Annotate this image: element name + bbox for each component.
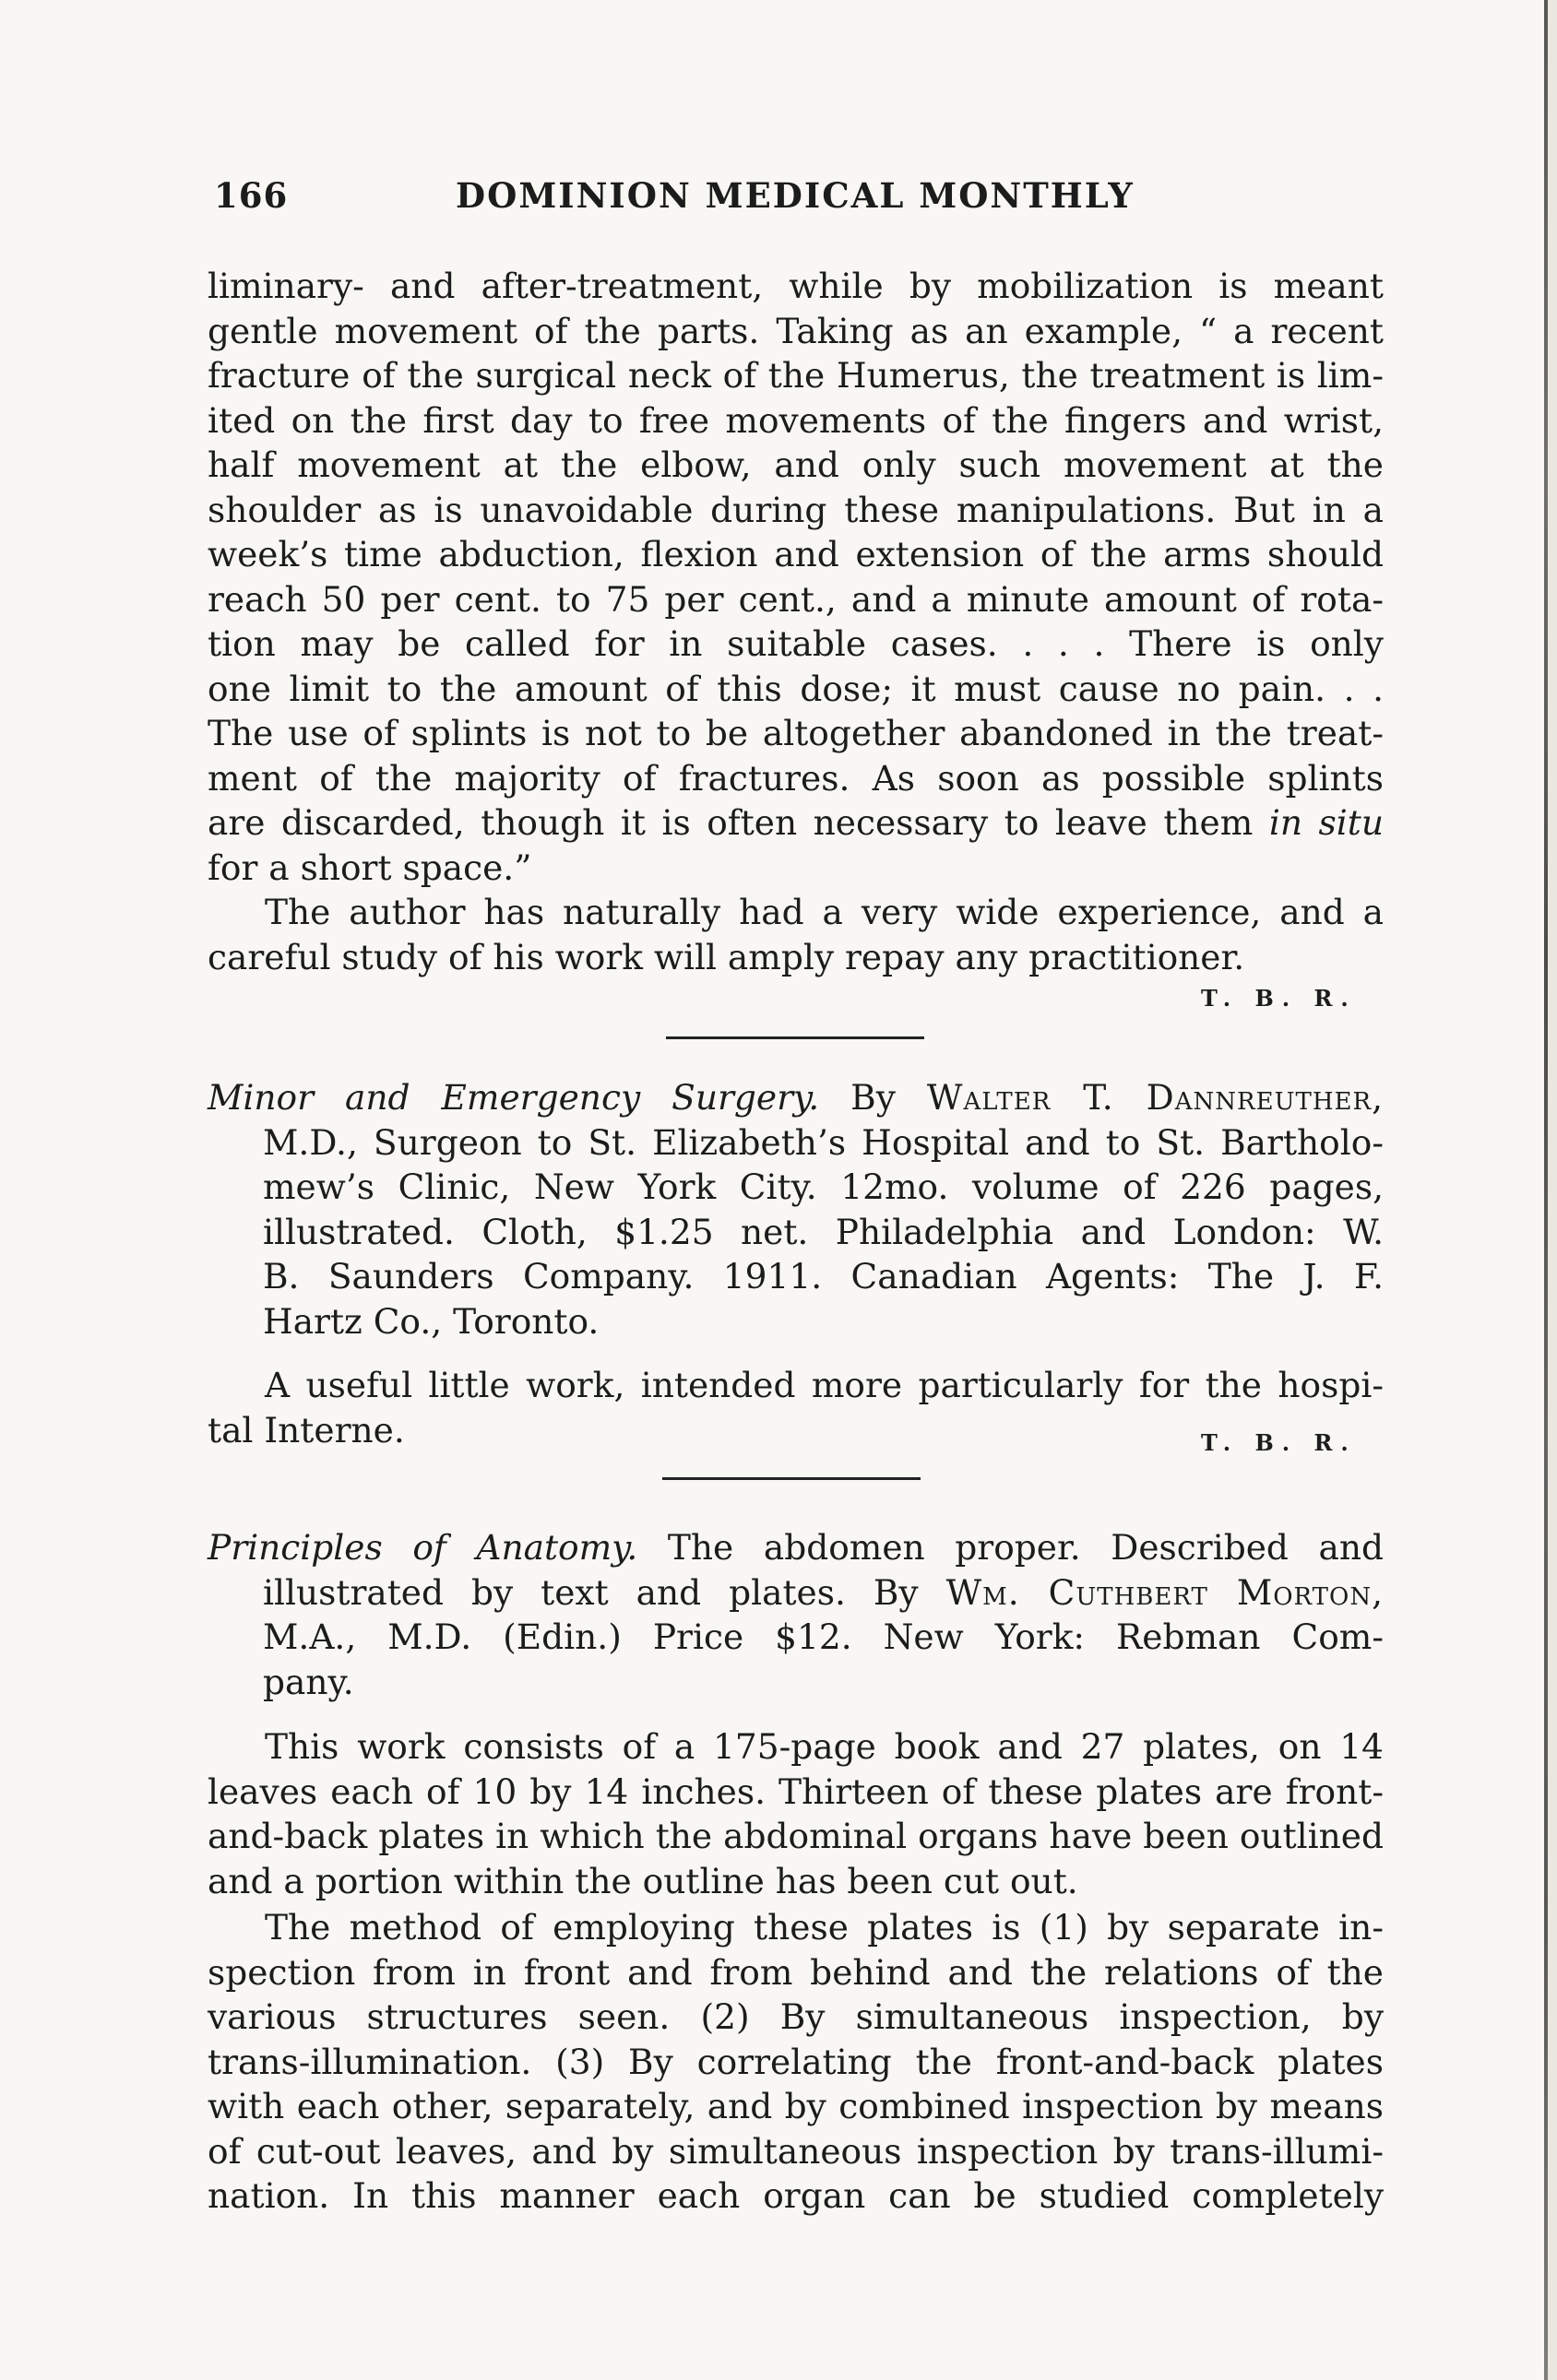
review-3-p2-line: of cut-out leaves, and by simultaneous inspection by trans-illumi- — [208, 2130, 1384, 2172]
review-2-citation-line: B. Saunders Company. 1911. Canadian Agents: The J. F. — [263, 1256, 1384, 1297]
review-1-line-with-italic — [208, 800, 1384, 846]
review-3-title-rest: The abdomen proper. Described and — [667, 1527, 1385, 1568]
review-3-title-line — [208, 1525, 1384, 1570]
review-2-citation-line: Hartz Co., Toronto. — [263, 1300, 600, 1342]
review-3-citation-line: M.A., M.D. (Edin.) Price $12. New York: Rebman Com- — [263, 1616, 1384, 1657]
review-1-closing-line: The author has naturally had a very wide experience, and a — [265, 892, 1384, 932]
review-2-title-line — [208, 1075, 1384, 1120]
review-3-p2-line: The method of employing these plates is (1) by separate in- — [265, 1907, 1384, 1948]
review-2-body-line: tal Interne. — [208, 1409, 405, 1450]
review-1-line: reach 50 per cent. to 75 per cent., and a minute amount of rota- — [208, 578, 1384, 620]
review-3-citation — [208, 1525, 1384, 1704]
review-1-line: liminary- and after-treatment, while by mobilization is meant — [208, 266, 1384, 306]
review-1-line: The use of splints is not to be altogether abandoned in the treat- — [208, 713, 1384, 753]
review-1-closing-line: careful study of his work will amply repay any practitioner. — [208, 936, 1245, 977]
review-1-line: one limit to the amount of this dose; it must cause no pain. . . — [208, 668, 1384, 709]
review-1-line: ment of the majority of fractures. As soon as possible splints — [208, 757, 1384, 799]
review-2-by: By — [850, 1077, 896, 1118]
review-3-p2-line: nation. In this manner each organ can be studied completely — [208, 2175, 1384, 2216]
review-1-line: tion may be called for in suitable cases. . . . There is only — [208, 623, 1384, 664]
section-divider — [666, 1036, 924, 1039]
review-3-paragraph-1 — [208, 1724, 1384, 1903]
review-3-book-title: Principles of Anatomy. — [208, 1527, 638, 1568]
review-1-line: shoulder as is unavoidable during these manipulations. But in a — [208, 489, 1384, 530]
italic-phrase: in situ — [1268, 802, 1384, 843]
review-3-p1-line: leaves each of 10 by 14 inches. Thirteen of these plates are front- — [208, 1770, 1384, 1812]
review-3-citation-text: illustrated by text and plates. By — [263, 1571, 919, 1613]
review-3-p2-line: spection from in front and from behind and the relations of the — [208, 1951, 1384, 1993]
running-header — [214, 175, 1395, 221]
review-2-citation-line: mew’s Clinic, New York City. 12mo. volume of 226 pages, — [263, 1166, 1384, 1207]
review-3-citation-line: pany. — [263, 1661, 354, 1702]
review-1-signature: T. B. R. — [1201, 985, 1357, 1012]
review-3-paragraph-2 — [208, 1905, 1384, 2219]
review-3-p1-line: and-back plates in which the abdominal organs have been outlined — [208, 1816, 1384, 1856]
review-2-author: Walter T. Dannreuther, — [926, 1077, 1384, 1118]
review-1-body — [208, 264, 1384, 979]
review-2-citation — [208, 1075, 1384, 1344]
review-1-line: week’s time abduction, flexion and extension of the arms should — [208, 534, 1384, 574]
section-divider — [662, 1477, 921, 1480]
review-3-p2-line: trans-illumination. (3) By correlating the front-and-back plates — [208, 2041, 1384, 2082]
review-1-line: ited on the first day to free movements of the fingers and wrist, — [208, 399, 1384, 441]
review-3-author: Wm. Cuthbert Morton, — [945, 1571, 1384, 1613]
journal-title: DOMINION MEDICAL MONTHLY — [456, 175, 1135, 216]
review-1-line: for a short space.” — [208, 847, 532, 888]
page-number: 166 — [214, 175, 289, 216]
page-edge-shadow — [1548, 0, 1557, 2380]
review-3-p1-line: This work consists of a 175-page book and 27 plates, on 14 — [265, 1726, 1384, 1767]
review-2-citation-line: M.D., Surgeon to St. Elizabeth’s Hospital and to St. Bartholo- — [263, 1121, 1384, 1163]
binding-edge-line — [1544, 0, 1548, 2380]
review-1-line: gentle movement of the parts. Taking as an example, “ a recent — [208, 310, 1384, 351]
review-1-line: half movement at the elbow, and only such movement at the — [208, 444, 1384, 485]
review-3-citation-line — [208, 1570, 1384, 1616]
review-3-p2-line: various structures seen. (2) By simultaneous inspection, by — [208, 1996, 1384, 2037]
review-2-book-title: Minor and Emergency Surgery. — [208, 1077, 820, 1118]
review-2-signature: T. B. R. — [1201, 1429, 1357, 1456]
review-1-line-text: are discarded, though it is often necessary to leave them — [208, 802, 1254, 843]
review-1-line: fracture of the surgical neck of the Humerus, the treatment is lim- — [208, 355, 1384, 396]
review-2-body-line: A useful little work, intended more particularly for the hospi- — [265, 1365, 1384, 1405]
review-2-citation-line: illustrated. Cloth, $1.25 net. Philadelphia and London: W. — [263, 1211, 1384, 1252]
review-3-p2-line: with each other, separately, and by combined inspection by means — [208, 2086, 1384, 2126]
review-3-p1-line: and a portion within the outline has been cut out. — [208, 1860, 1078, 1901]
